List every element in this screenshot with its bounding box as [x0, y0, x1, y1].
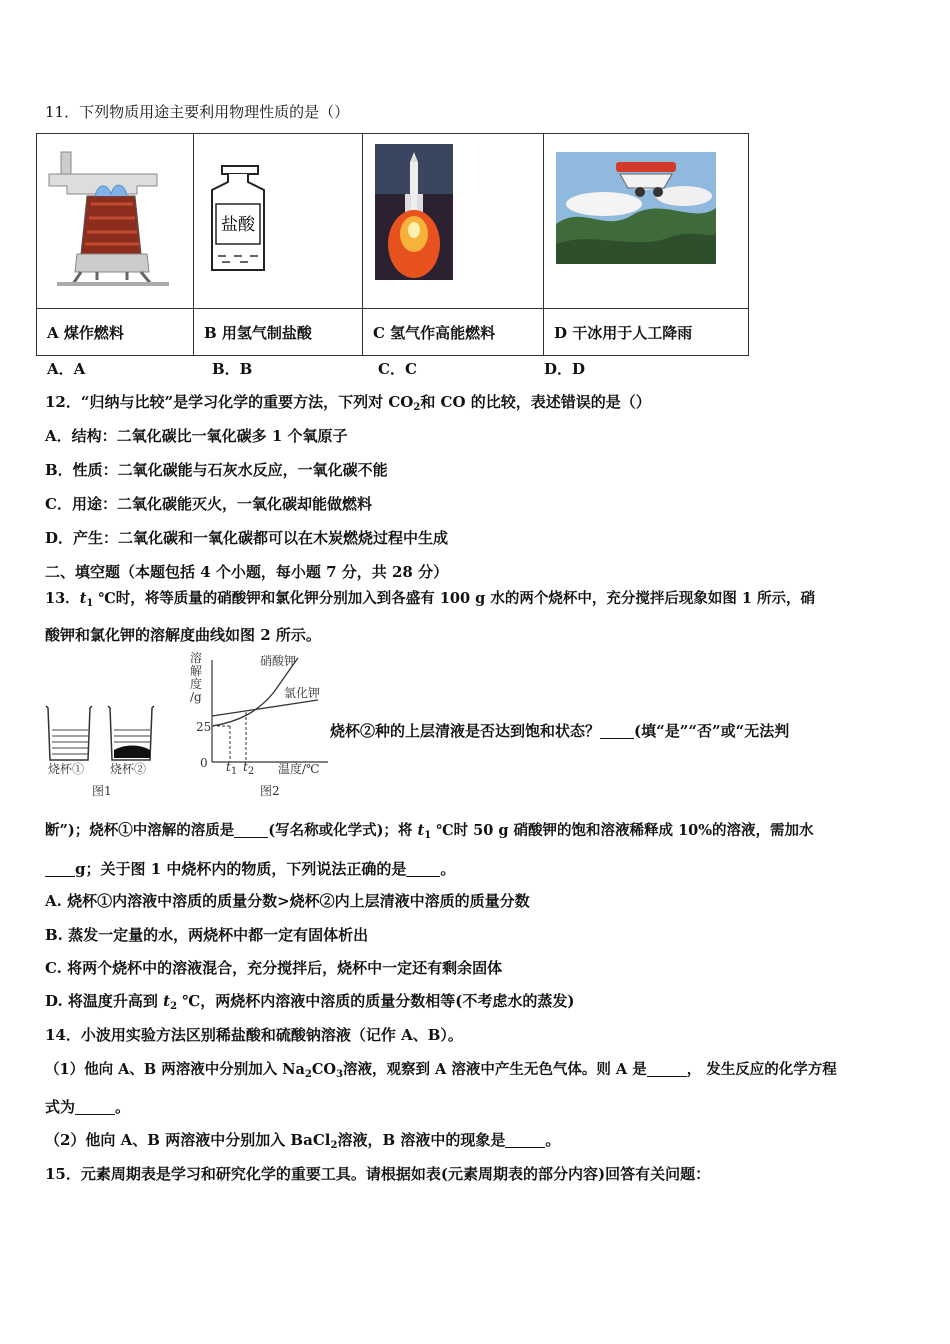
answer-blank-1[interactable]: [600, 724, 634, 739]
q15-stem: 15．元素周期表是学习和研究化学的重要工具。请根据如表(元素周期表的部分内容)回答有关问题：: [45, 1165, 711, 1183]
answer-blank-7[interactable]: [505, 1133, 545, 1148]
q13-line-4: g；关于图 1 中烧杯内的物质，下列说法正确的是 。: [45, 858, 455, 879]
coal-stove-image: [37, 134, 193, 304]
answer-blank-3[interactable]: [45, 862, 75, 877]
answer-blank-2[interactable]: [234, 823, 268, 838]
q14-stem: 14．小波用实验方法区别稀盐酸和硫酸钠溶液（记作 A、B）。: [45, 1026, 463, 1044]
q13-line-1: 13．$t_1$ ℃时，将等质量的硝酸钾和氯化钾分别加入到各盛有 100 g 水的两个烧杯中，充分搅拌后现象如图 1 所示，硝: [45, 590, 816, 609]
q11-option-c-caption: C 氢气作高能燃料: [363, 309, 544, 356]
answer-choice-c[interactable]: C．C: [378, 360, 417, 378]
figure-2-caption: 图2: [260, 784, 280, 798]
answer-blank-4[interactable]: [406, 862, 440, 877]
x-tick-t1: $t_1$: [226, 760, 238, 777]
y-tick-25: 25: [196, 720, 212, 734]
hydrochloric-acid-bottle-image: [194, 134, 362, 304]
q11-option-b-image-cell: [194, 134, 363, 309]
answer-blank-5[interactable]: [647, 1062, 687, 1077]
q11-title: 11．下列物质用途主要利用物理性质的是（）: [45, 103, 350, 121]
answer-blank-6[interactable]: [75, 1100, 115, 1115]
figure-1-beakers: [44, 700, 164, 800]
beaker-1-label: 烧杯①: [48, 762, 85, 776]
beaker-2-label: 烧杯②: [110, 762, 147, 776]
q12-option-a[interactable]: A．结构：二氧化碳比一氧化碳多 1 个氧原子: [45, 427, 348, 445]
x-tick-t2: $t_2$: [243, 760, 255, 777]
q14-part-1-line-2: 式为 。: [45, 1098, 131, 1116]
airplane-cloud-seeding-image: [544, 134, 748, 304]
figure-2-solubility-curve: [188, 652, 338, 800]
q14-part-1: （1）他向 A、B 两溶液中分别加入 $Na_2CO_3$溶液，观察到 A 溶液中产生无色气体。则 A 是 ， 发生反应的化学方程: [45, 1061, 837, 1080]
q13-option-c[interactable]: C. 将两个烧杯中的溶液混合，充分搅拌后，烧杯中一定还有剩余固体: [45, 959, 503, 977]
q13-line-2: 酸钾和氯化钾的溶解度曲线如图 2 所示。: [45, 626, 321, 644]
q14-part-2: （2）他向 A、B 两溶液中分别加入 BaCl$_2$溶液，B 溶液中的现象是 。: [45, 1131, 561, 1151]
q13-line-3: 断”)；烧杯①中溶解的溶质是 (写名称或化学式)；将 $t_1$ ℃时 50 g 硝酸钾的饱和溶液稀释成 10%的溶液，需加水: [45, 822, 814, 841]
rocket-launch-image: [363, 134, 543, 304]
origin-label: 0: [200, 756, 208, 770]
q11-options-table: [36, 133, 749, 356]
answer-choice-b[interactable]: B．B: [212, 360, 253, 378]
answer-choice-d[interactable]: D．D: [544, 360, 586, 378]
q13-option-a[interactable]: A. 烧杯①内溶液中溶质的质量分数>烧杯②内上层清液中溶质的质量分数: [45, 892, 530, 910]
kno3-label: 硝酸钾: [260, 654, 297, 668]
bottle-label: 盐酸: [221, 215, 255, 235]
q13-side-question: 烧杯②种的上层清液是否达到饱和状态？ (填“是”“否”或“无法判: [330, 722, 790, 740]
figure-1-caption: 图1: [92, 784, 112, 798]
q11-option-a-image-cell: [37, 134, 194, 309]
solubility-chart: [188, 652, 338, 770]
q12-option-b[interactable]: B．性质：二氧化碳能与石灰水反应，一氧化碳不能: [45, 461, 388, 479]
answer-choice-a[interactable]: A．A: [47, 360, 86, 378]
q11-option-b-caption: B 用氢气制盐酸: [194, 309, 363, 356]
q13-option-b[interactable]: B. 蒸发一定量的水，两烧杯中都一定有固体析出: [45, 926, 369, 944]
q11-option-a-caption: A 煤作燃料: [37, 309, 194, 356]
q11-option-d-image-cell: [544, 134, 749, 309]
x-axis-label: 温度/℃: [278, 762, 320, 776]
q12-option-c[interactable]: C．用途：二氧化碳能灭火，一氧化碳却能做燃料: [45, 495, 372, 513]
y-axis-label: 溶 解 度 /g: [190, 651, 203, 704]
q13-option-d[interactable]: D. 将温度升高到 $t_2$ ℃，两烧杯内溶液中溶质的质量分数相等(不考虑水的蒸发): [45, 992, 575, 1012]
section-heading-fill-in: 二、填空题（本题包括 4 个小题，每小题 7 分，共 28 分）: [45, 563, 449, 581]
kcl-label: 氯化钾: [284, 686, 321, 700]
q12-option-d[interactable]: D．产生：二氧化碳和一氧化碳都可以在木炭燃烧过程中生成: [45, 529, 449, 547]
q12-stem: 12．“归纳与比较”是学习化学的重要方法，下列对 $CO_2$和 CO 的比较，表述错误的是（）: [45, 393, 651, 413]
q11-option-c-image-cell: [363, 134, 544, 309]
q11-option-d-caption: D 干冰用于人工降雨: [544, 309, 749, 356]
